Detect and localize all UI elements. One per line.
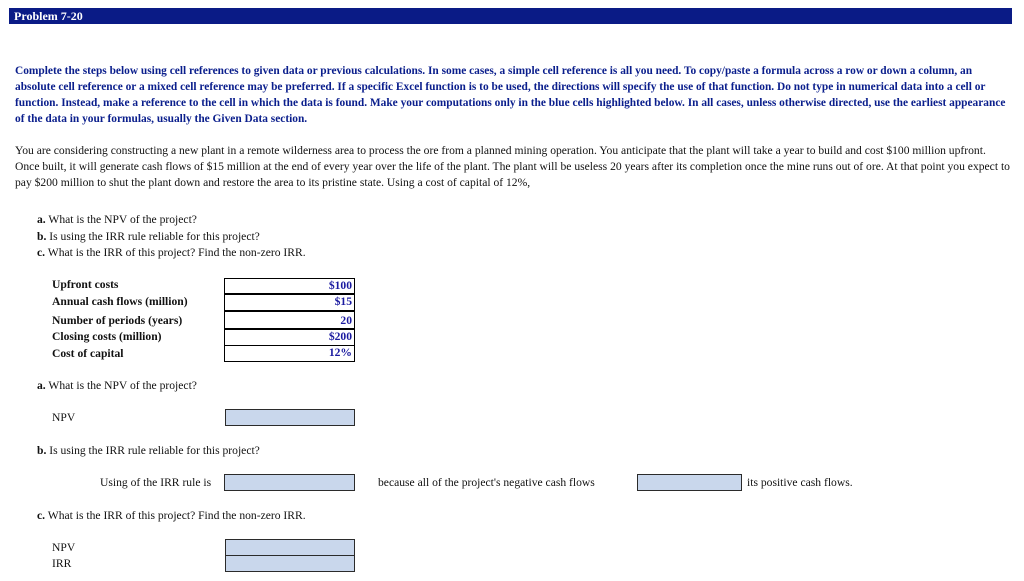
part-c-npv-label: NPV xyxy=(52,541,76,554)
part-b-comparison-input[interactable] xyxy=(637,474,742,491)
given-value-number-of-periods: 20 xyxy=(224,311,355,329)
given-label-number-of-periods: Number of periods (years) xyxy=(52,314,183,327)
given-value-upfront-costs: $100 xyxy=(224,278,355,294)
question-a-letter: a. xyxy=(37,213,46,226)
part-b-heading xyxy=(37,444,260,457)
part-c-npv-input[interactable] xyxy=(225,539,355,556)
instructions-text: Complete the steps below using cell references to given data or previous calculations. In some cases, a simple cell reference is all you need. To copy/paste a formula across a row or down a column, an absolute cell reference or a mixed cell reference may be preferred. If a specific Excel function is to be used, the directions will specify the use of that function. Do not type in numerical data into a cell or function. Instead, make a reference to the cell in which the data is found. Make your computations only in the blue cells highlighted below. In all cases, unless otherwise directed, use the earliest appearance of the data in your formulas, usually the Given Data section. xyxy=(15,65,1006,125)
part-a-npv-input[interactable] xyxy=(225,409,355,426)
part-b-middle-text: because all of the project's negative cash flows xyxy=(378,476,595,489)
part-b-suffix-text: its positive cash flows. xyxy=(747,476,853,489)
question-c-letter: c. xyxy=(37,246,46,259)
given-label-closing-costs: Closing costs (million) xyxy=(52,330,162,343)
part-c-text: What is the IRR of this project? Find the non-zero IRR. xyxy=(47,509,306,522)
question-c xyxy=(37,246,306,259)
question-b xyxy=(37,230,260,243)
part-c-irr-input[interactable] xyxy=(225,555,355,572)
problem-title: Problem 7-20 xyxy=(14,9,83,23)
question-a xyxy=(37,213,197,226)
given-label-upfront-costs: Upfront costs xyxy=(52,278,119,291)
part-a-text: What is the NPV of the project? xyxy=(48,379,197,392)
given-label-annual-cash-flows: Annual cash flows (million) xyxy=(52,295,188,308)
part-a-npv-label: NPV xyxy=(52,411,76,424)
part-b-reliability-input[interactable] xyxy=(224,474,355,491)
given-value-cost-of-capital: 12% xyxy=(224,345,355,362)
part-c-heading xyxy=(37,509,306,522)
given-label-cost-of-capital: Cost of capital xyxy=(52,347,124,360)
question-b-letter: b. xyxy=(37,230,47,243)
question-b-text: Is using the IRR rule reliable for this project? xyxy=(49,230,260,243)
part-b-prefix-text: Using of the IRR rule is xyxy=(100,476,212,489)
scenario-text: You are considering constructing a new plant in a remote wilderness area to process the ore from a planned mining operation. You anticipate that the plant will take a year to build and cost $100 million upfront. Once built, it will generate cash flows of $15 million at the end of every year over the life of the plant. The plant will be useless 20 years after its completion once the mine runs out of ore. At that point you expect to pay $200 million to shut the plant down and restore the area to its pristine state. Using a cost of capital of 12%, xyxy=(15,144,1010,189)
part-c-letter: c. xyxy=(37,509,46,522)
question-c-text: What is the IRR of this project? Find the non-zero IRR. xyxy=(47,246,306,259)
given-value-closing-costs: $200 xyxy=(224,329,355,346)
part-b-text: Is using the IRR rule reliable for this project? xyxy=(49,444,260,457)
question-a-text: What is the NPV of the project? xyxy=(48,213,197,226)
part-b-letter: b. xyxy=(37,444,47,457)
part-c-irr-label: IRR xyxy=(52,557,72,570)
problem-header-bar xyxy=(9,8,1012,24)
given-value-annual-cash-flows: $15 xyxy=(224,294,355,311)
part-a-heading xyxy=(37,379,197,392)
part-a-letter: a. xyxy=(37,379,46,392)
